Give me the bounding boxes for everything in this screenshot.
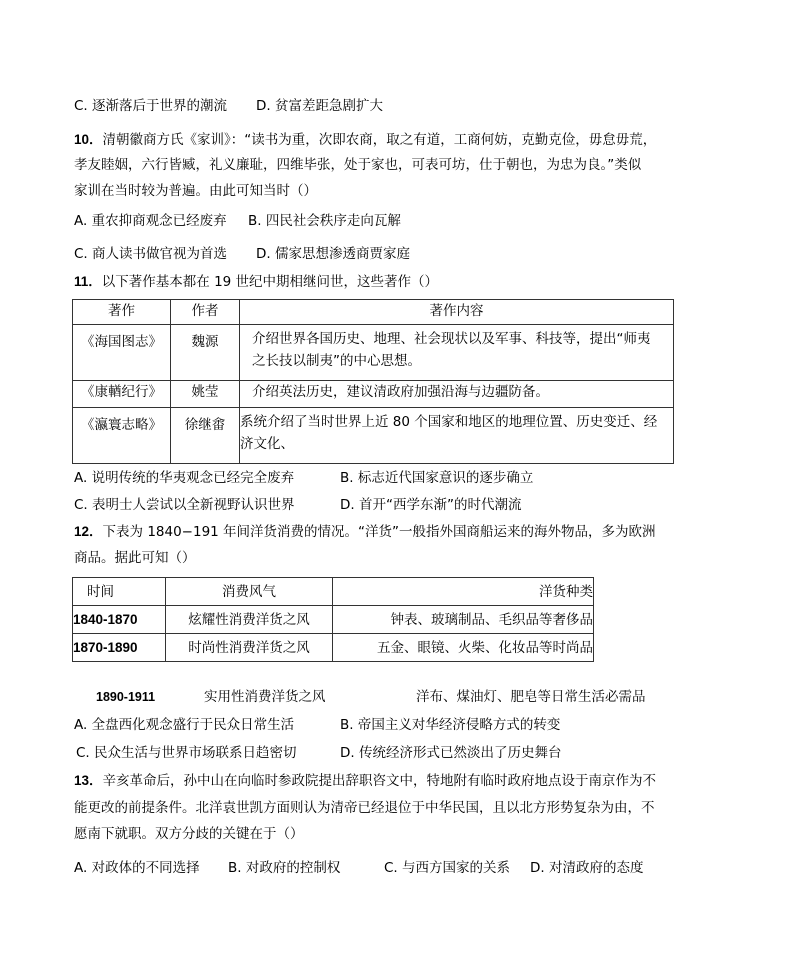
q12-option-d: D. 传统经济形式已然淡出了历史舞台	[340, 745, 562, 761]
q12-stem-line1: 12．下表为 1840−191 年间洋货消费的情况。“洋货”一般指外国商船运来的海外物品，多为欧洲	[74, 524, 656, 540]
q10-stem-line3: 家训在当时较为普遍。由此可知当时（）	[74, 183, 317, 199]
q11-table	[72, 299, 674, 464]
q12-number: 12．	[74, 524, 103, 539]
q12-header-kinds: 洋货种类	[333, 578, 594, 606]
q12-extra-kinds: 洋布、煤油灯、肥皂等日常生活必需品	[416, 689, 646, 705]
q13-option-c: C. 与西方国家的关系	[384, 860, 511, 876]
q11-book: 《海国图志》	[73, 325, 171, 381]
q12-extra-style: 实用性消费洋货之风	[204, 689, 326, 705]
q11-book: 《康輶纪行》	[73, 381, 171, 408]
q12-time: 1870-1890	[73, 634, 166, 662]
q11-number: 11．	[74, 274, 102, 289]
q11-author: 徐继畬	[171, 408, 240, 464]
table-row	[73, 606, 594, 634]
q13-option-a: A. 对政体的不同选择	[74, 860, 200, 876]
q11-option-a: A. 说明传统的华夷观念已经完全废弃	[74, 470, 295, 486]
q12-style: 时尚性消费洋货之风	[166, 634, 333, 662]
q11-content: 介绍世界各国历史、地理、社会现状以及军事、科技等，提出“师夷 之长技以制夷”的中心思想。	[240, 325, 674, 381]
q12-option-c: C. 民众生活与世界市场联系日趋密切	[76, 745, 297, 761]
q10-option-c: C. 商人读书做官视为首选	[74, 246, 228, 262]
q9-option-d: D. 贫富差距急剧扩大	[256, 98, 383, 114]
q11-stem: 11．以下著作基本都在 19 世纪中期相继问世，这些著作（）	[74, 274, 439, 290]
table-row	[73, 325, 674, 381]
q12-table	[72, 577, 594, 662]
q13-stem-line3: 愿南下就职。双方分歧的关键在于（）	[74, 826, 304, 842]
q12-style: 炫耀性消费洋货之风	[166, 606, 333, 634]
q11-header-author: 作者	[171, 300, 240, 325]
q12-stem-line2: 商品。据此可知（）	[74, 550, 196, 566]
q11-option-d: D. 首开“西学东渐”的时代潮流	[340, 497, 522, 513]
q13-option-d: D. 对清政府的态度	[530, 860, 644, 876]
q9-option-c: C. 逐渐落后于世界的潮流	[74, 98, 228, 114]
q11-content: 介绍英法历史，建议清政府加强沿海与边疆防备。	[240, 381, 674, 408]
q12-header-time: 时间	[73, 578, 166, 606]
q13-option-b: B. 对政府的控制权	[228, 860, 341, 876]
q11-option-c: C. 表明士人尝试以全新视野认识世界	[74, 497, 295, 513]
q12-time: 1840-1870	[73, 606, 166, 634]
q11-content: 系统介绍了当时世界上近 80 个国家和地区的地理位置、历史变迁、经 济文化、	[240, 408, 674, 464]
q12-kinds: 钟表、玻璃制品、毛织品等奢侈品	[333, 606, 594, 634]
q12-header-style: 消费风气	[166, 578, 333, 606]
q10-stem-line1: 10．清朝徽商方氏《家训》：“读书为重，次即农商，取之有道，工商何妨，克勤克俭，毋怠毋荒，	[74, 132, 657, 148]
q12-option-a: A. 全盘西化观念盛行于民众日常生活	[74, 717, 295, 733]
q13-stem-line2: 能更改的前提条件。北洋袁世凯方面则认为清帝已经退位于中华民国，且以北方形势复杂为由，不	[74, 800, 655, 816]
q11-book: 《瀛寰志略》	[73, 408, 171, 464]
table-row	[73, 408, 674, 464]
q11-header-content: 著作内容	[240, 300, 674, 325]
q10-stem-line2: 孝友睦姻，六行皆臧，礼义廉耻，四维毕张，处于家也，可表可坊，仕于朝也，为忠为良。”类似	[74, 157, 642, 173]
q10-option-b: B. 四民社会秩序走向瓦解	[248, 213, 401, 229]
q13-stem-line1: 13．辛亥革命后，孙中山在向临时参政院提出辞职咨文中，特地附有临时政府地点设于南京作为不	[74, 773, 657, 789]
q10-option-a: A. 重农抑商观念已经废弃	[74, 213, 227, 229]
q11-header-book: 著作	[73, 300, 171, 325]
q12-kinds: 五金、眼镜、火柴、化妆品等时尚品	[333, 634, 594, 662]
table-row	[73, 634, 594, 662]
q12-extra-time: 1890-1911	[96, 690, 156, 704]
q11-option-b: B. 标志近代国家意识的逐步确立	[340, 470, 534, 486]
q11-author: 魏源	[171, 325, 240, 381]
q13-number: 13．	[74, 773, 103, 788]
q10-number: 10．	[74, 132, 103, 147]
q12-option-b: B. 帝国主义对华经济侵略方式的转变	[340, 717, 561, 733]
q10-option-d: D. 儒家思想渗透商贾家庭	[256, 246, 410, 262]
table-row	[73, 381, 674, 408]
q11-author: 姚莹	[171, 381, 240, 408]
